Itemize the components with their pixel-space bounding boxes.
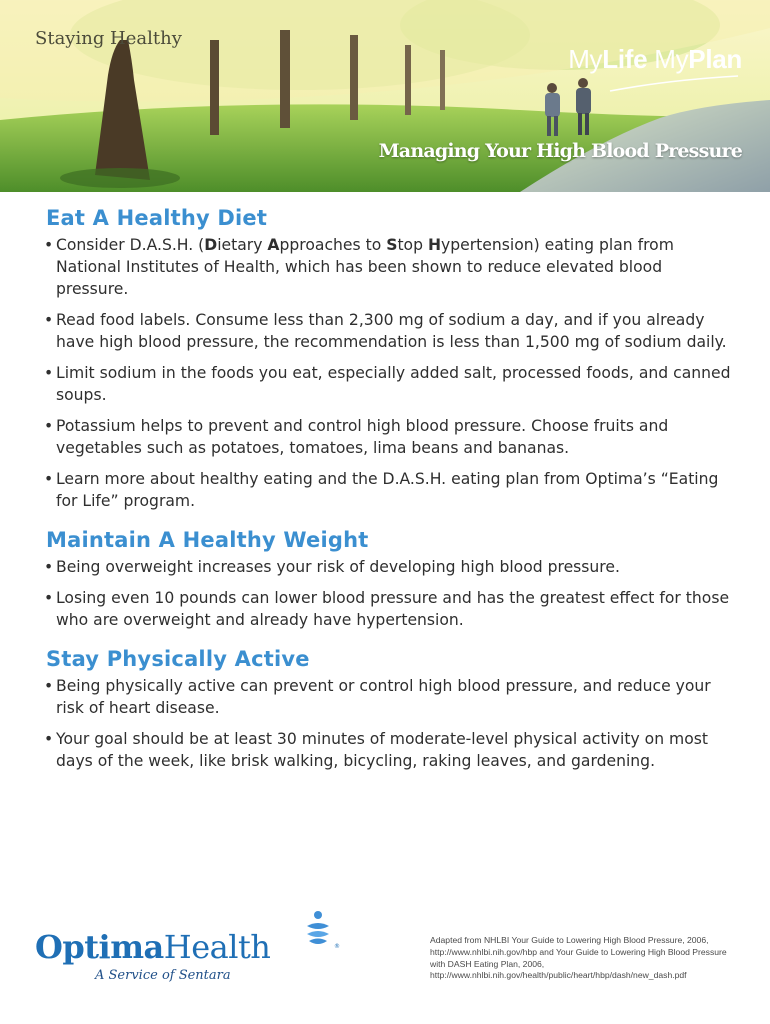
mylife-myplan-logo: MyLife MyPlan [568, 44, 742, 74]
source-citation: Adapted from NHLBI Your Guide to Lowering High Blood Pressure, 2006, http://www.nhlbi.nih.gov/hbp and Your Guide to Lowering High Blood Pressure with DASH Eating Plan, 2006, http://www.nhlbi.nih.gov/health/public/heart/hbp/dash/new_dash.pdf [430, 935, 727, 981]
section-healthy-weight [44, 528, 734, 631]
bullet-item: • Read food labels. Consume less than 2,300 mg of sodium a day, and if you already have high blood pressure, the recommendation is less than 1,500 mg of sodium daily. [44, 309, 734, 353]
section-heading: Stay Physically Active [46, 647, 310, 671]
registered-mark: ® [334, 943, 340, 950]
bullet-item: • Learn more about healthy eating and the D.A.S.H. eating plan from Optima’s “Eating for Life” program. [44, 468, 734, 512]
bullet-item: • Losing even 10 pounds can lower blood pressure and has the greatest effect for those who are overweight and already have hypertension. [44, 587, 734, 631]
bullet-list [44, 675, 734, 772]
section-physically-active [44, 647, 734, 772]
main-content [44, 206, 734, 788]
page-title: Managing Your High Blood Pressure [378, 140, 742, 162]
bullet-list [44, 556, 734, 631]
section-heading: Maintain A Healthy Weight [46, 528, 369, 552]
optima-health-logo [35, 910, 355, 990]
section-label: Staying Healthy [35, 28, 182, 49]
bullet-item: • Potassium helps to prevent and control high blood pressure. Choose fruits and vegetables such as potatoes, tomatoes, lima beans and bananas. [44, 415, 734, 459]
section-healthy-diet [44, 206, 734, 512]
swoosh-icon [608, 74, 740, 94]
logo-tagline: A Service of Sentara [95, 968, 231, 983]
optima-ribbon-icon [299, 910, 339, 952]
section-heading: Eat A Healthy Diet [46, 206, 268, 230]
bullet-list [44, 234, 734, 512]
bullet-item: • Consider D.A.S.H. (Dietary Approaches to Stop Hypertension) eating plan from National Institutes of Health, which has been shown to reduce elevated blood pressure. [44, 234, 734, 300]
bullet-item: • Being physically active can prevent or control high blood pressure, and reduce your risk of heart disease. [44, 675, 734, 719]
logo-wordmark: OptimaHealth [35, 928, 271, 966]
bullet-item: • Limit sodium in the foods you eat, especially added salt, processed foods, and canned soups. [44, 362, 734, 406]
bullet-item: • Being overweight increases your risk of developing high blood pressure. [44, 556, 734, 578]
header-banner [0, 0, 770, 192]
bullet-item: • Your goal should be at least 30 minutes of moderate-level physical activity on most days of the week, like brisk walking, bicycling, raking leaves, and gardening. [44, 728, 734, 772]
